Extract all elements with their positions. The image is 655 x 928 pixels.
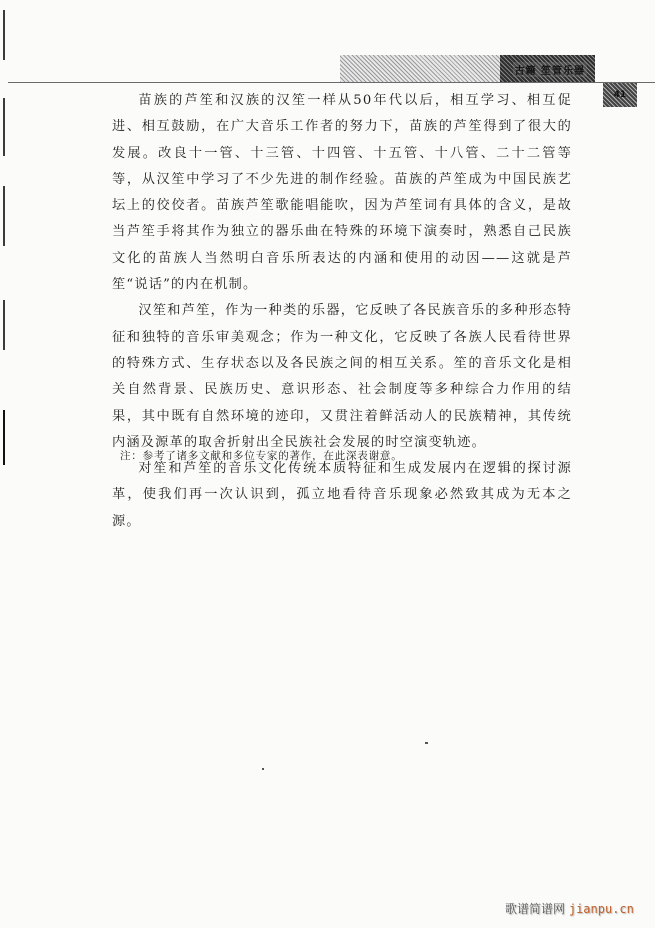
page-number-tab: 41 [603, 83, 637, 107]
scan-edge-mark [3, 300, 5, 350]
header-rule [8, 82, 655, 83]
body-text [112, 88, 572, 535]
paragraph: 汉笙和芦笙，作为一种类的乐器，它反映了各民族音乐的多种形态特征和独特的音乐审美观念；作为一种文化，它反映了各族人民看待世界的特殊方式、生存状态以及各民族之间的相互关系。笙的音乐文化是相关自然背景、民族历史、意识形态、社会制度等多种综合力作用的结果，其中既有自然环境的迹印，又贯注着鲜活动人的民族精神，其传统内涵及源革的取舍折射出全民族社会发展的时空演变轨迹。 [112, 303, 572, 450]
watermark [505, 900, 634, 917]
watermark-domain: jianpu.cn [568, 902, 634, 916]
scan-speck [262, 768, 264, 770]
running-header [340, 55, 595, 82]
scan-edge-mark [3, 410, 5, 465]
footnote: 注：参考了诸多文献和多位专家的著作，在此深表谢意。 [120, 450, 403, 462]
scan-edge-mark [3, 186, 5, 246]
watermark-site-name: 歌谱简谱网 [505, 902, 566, 916]
scan-speck [425, 742, 428, 744]
scan-edge-mark [3, 98, 5, 156]
section-label: 古籍 笙管乐器 [513, 62, 587, 77]
paragraph: 对笙和芦笙的音乐文化传统本质特征和生成发展内在逻辑的探讨源革，使我们再一次认识到，孤立地看待音乐现象必然致其成为无本之源。 [112, 461, 572, 529]
paragraph: 苗族的芦笙和汉族的汉笙一样从50年代以后，相互学习、相互促进、相互鼓励，在广大音乐工作者的努力下，苗族的芦笙得到了很大的发展。改良十一管、十三管、十四管、十五管、十八管、二十二管等等，从汉笙中学习了不少先进的制作经验。苗族的芦笙成为中国民族艺坛上的佼佼者。苗族芦笙歌能唱能吹，因为芦笙词有具体的含义，是故当芦笙手将其作为独立的器乐曲在特殊的环境下演奏时，熟悉自己民族文化的苗族人当然明白音乐所表达的内涵和使用的动因——这就是芦笙“说话”的内在机制。 [112, 93, 572, 293]
scan-edge-mark [3, 10, 5, 60]
